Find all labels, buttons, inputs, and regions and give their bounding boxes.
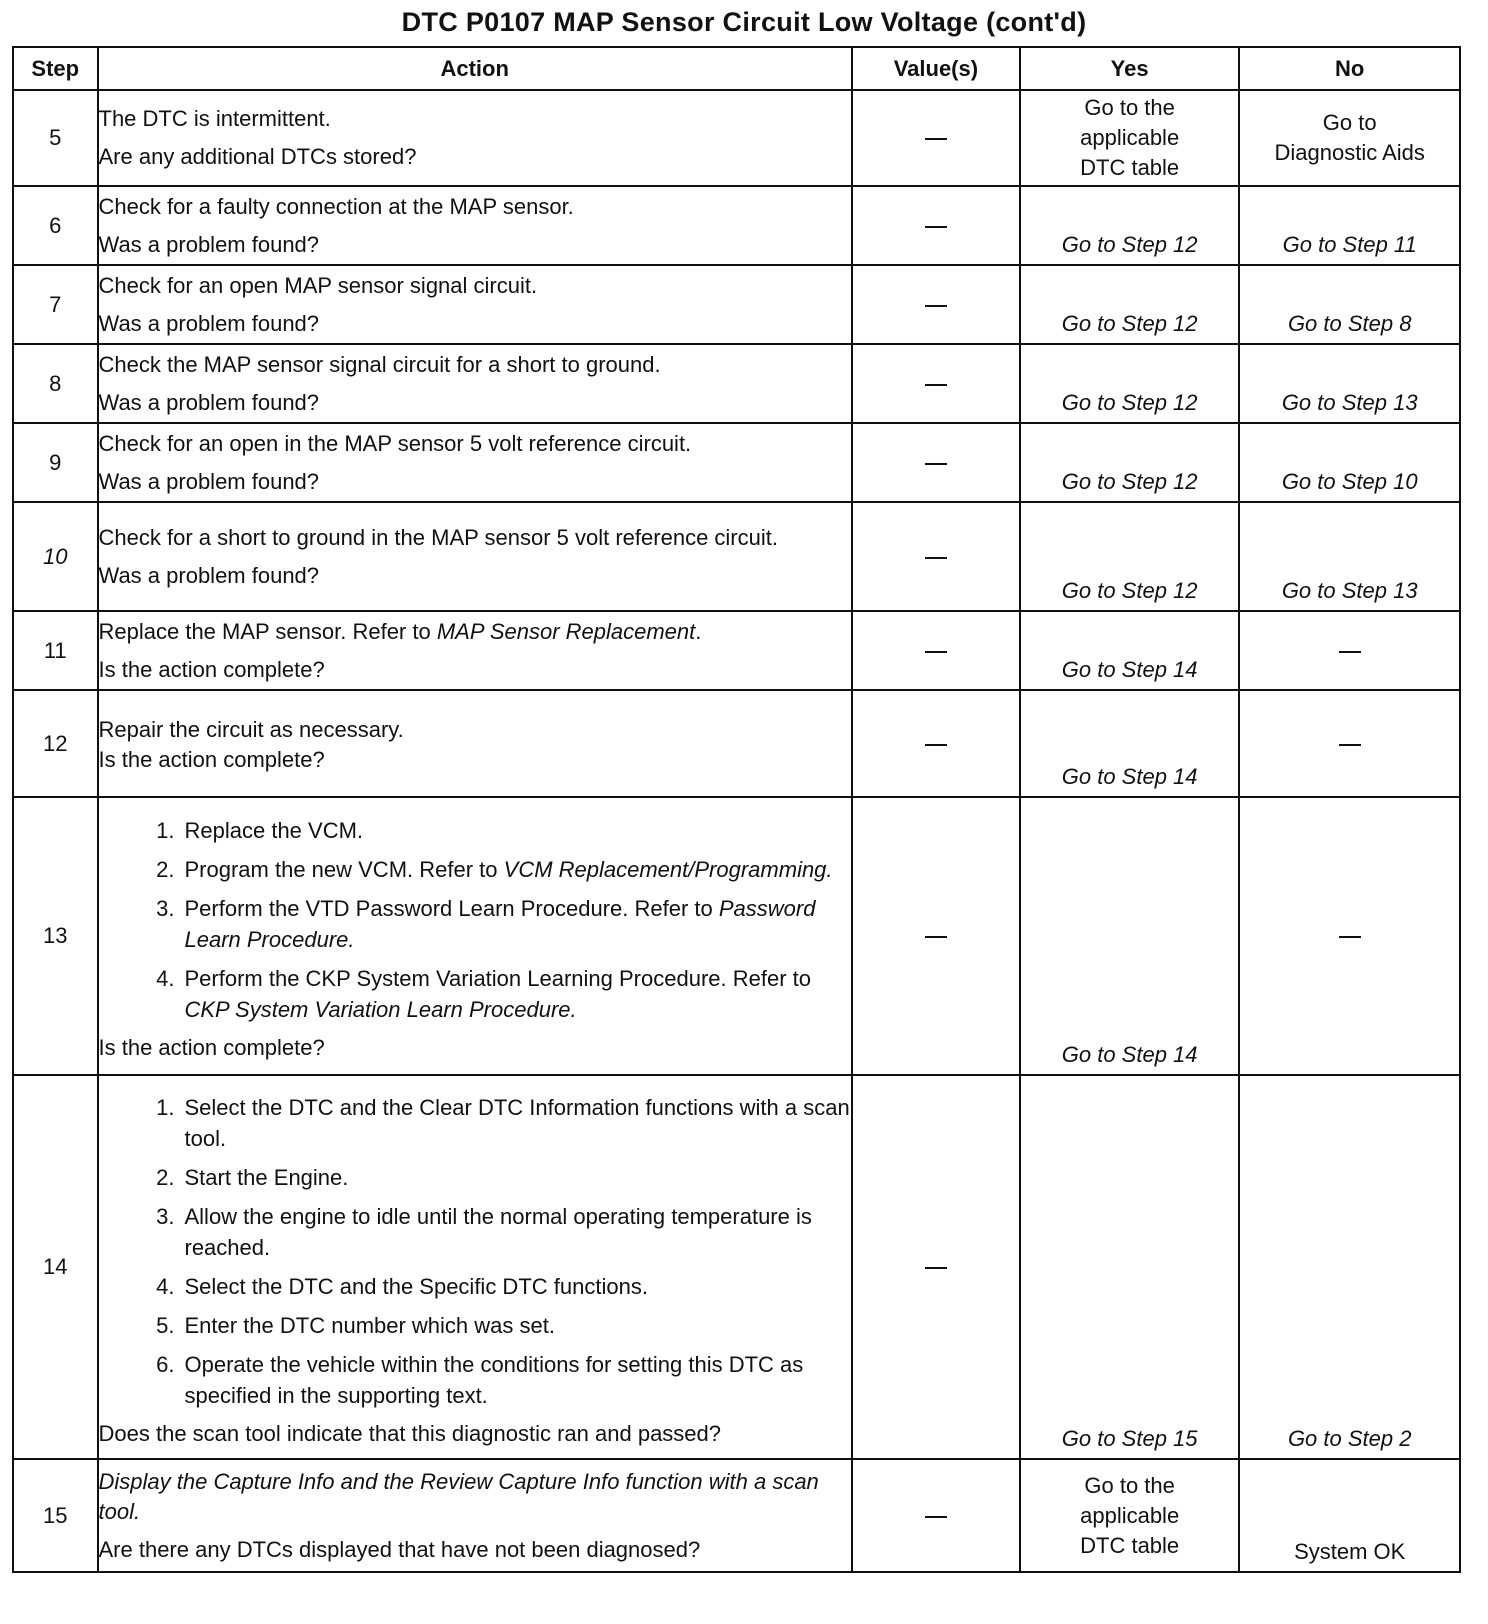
list-number: 3. [156,896,175,921]
procedure-list [99,815,851,1025]
table-row [13,611,1460,690]
list-item [99,1271,851,1302]
no-cell: Go to Step 10 [1239,423,1460,502]
action-cell [98,186,852,265]
list-item [99,1162,851,1193]
header-values: Value(s) [852,47,1020,90]
action-cell [98,1075,852,1459]
action-cell [98,502,852,611]
dash-mark [925,651,947,653]
yes-line: applicable [1080,125,1180,150]
list-text: Start the Engine. [184,1164,349,1190]
no-cell [1239,690,1460,797]
step-number: 11 [13,611,98,690]
yes-cell: Go to Step 12 [1020,186,1240,265]
values-cell [852,1459,1020,1572]
list-item [99,854,851,885]
action-question: Are there any DTCs displayed that have not been diagnosed? [98,1536,701,1562]
values-cell [852,502,1020,611]
no-cell: Go to Step 11 [1239,186,1460,265]
step-number: 9 [13,423,98,502]
no-cell [1239,611,1460,690]
action-text [99,613,851,651]
header-step: Step [13,47,98,90]
action-text: Check for a faulty connection at the MAP sensor. [98,193,574,219]
no-cell: Go to Step 2 [1239,1075,1460,1459]
yes-cell: Go to Step 12 [1020,344,1240,423]
action-text: The DTC is intermittent. [98,106,331,131]
step-number: 15 [13,1459,98,1572]
list-item [99,963,851,1025]
list-number: 3. [156,1203,175,1229]
yes-line: Go to the [1084,1472,1175,1498]
dash-mark [1339,744,1361,746]
action-cell [98,611,852,690]
yes-cell: Go to Step 14 [1020,690,1240,797]
dash-mark [925,463,947,465]
list-item [99,893,851,955]
dash-mark [1339,936,1361,938]
table-row [13,90,1460,186]
dash-mark [925,744,947,746]
table-row [13,186,1460,265]
no-cell: Go to Step 8 [1239,265,1460,344]
list-number: 1. [156,818,175,843]
yes-line: Go to the [1084,95,1175,120]
dash-mark [925,1267,947,1269]
dash-mark [925,138,947,140]
no-cell: Go to Step 13 [1239,344,1460,423]
action-text-lead: Replace the MAP sensor. Refer to [98,618,431,644]
step-number: 6 [13,186,98,265]
table-row [13,690,1460,797]
dash-mark [925,226,947,228]
table-row [13,265,1460,344]
values-cell [852,690,1020,797]
no-cell [1239,90,1460,186]
no-cell: System OK [1239,1459,1460,1572]
step-number: 7 [13,265,98,344]
action-question: Is the action complete? [98,1035,325,1060]
yes-line: DTC table [1080,155,1180,180]
procedure-list [99,1092,851,1411]
step-number: 8 [13,344,98,423]
table-row [13,1459,1460,1572]
action-question: Does the scan tool indicate that this diagnostic ran and passed? [98,1420,722,1446]
step-number: 12 [13,690,98,797]
yes-cell: Go to Step 15 [1020,1075,1240,1459]
yes-cell: Go to Step 12 [1020,502,1240,611]
values-cell [852,423,1020,502]
page-title: DTC P0107 MAP Sensor Circuit Low Voltage (cont'd) [401,7,1087,37]
values-cell [852,186,1020,265]
dash-mark [925,1516,947,1518]
list-number: 6. [156,1351,175,1377]
values-cell [852,797,1020,1075]
list-text: Enter the DTC number which was set. [184,1312,555,1338]
list-item [99,815,851,846]
values-cell [852,344,1020,423]
list-item [99,1310,851,1341]
list-text: Operate the vehicle within the conditions for setting this DTC as specified in the supporting text. [184,1351,804,1408]
action-cell [98,90,852,186]
list-number: 4. [156,966,175,991]
header-action: Action [98,47,852,90]
table-row [13,797,1460,1075]
list-item [99,1201,851,1263]
yes-cell [1020,90,1240,186]
list-number: 2. [156,857,175,882]
table-row [13,502,1460,611]
action-text-end: . [695,618,702,644]
header-yes: Yes [1020,47,1240,90]
no-cell: Go to Step 13 [1239,502,1460,611]
action-cell [98,797,852,1075]
action-question: Is the action complete? [98,746,325,772]
yes-cell: Go to Step 12 [1020,265,1240,344]
action-text: Display the Capture Info and the Review Capture Info function with a scan tool. [98,1468,819,1524]
list-text: Program the new VCM. Refer to [184,857,498,882]
table-header-row [13,47,1460,90]
action-cell [98,690,852,797]
list-text: Allow the engine to idle until the normal operating temperature is reached. [184,1203,812,1260]
action-text: Repair the circuit as necessary. [98,716,404,742]
reference-link[interactable]: MAP Sensor Replacement [436,618,696,644]
action-text: Check for a short to ground in the MAP sensor 5 volt reference circuit. [98,524,778,550]
action-question: Are any additional DTCs stored? [98,144,417,169]
dash-mark [1339,651,1361,653]
dash-mark [925,936,947,938]
action-question: Was a problem found? [98,468,320,494]
values-cell [852,90,1020,186]
yes-cell: Go to Step 14 [1020,797,1240,1075]
list-text: Select the DTC and the Clear DTC Information functions with a scan tool. [184,1094,850,1151]
no-cell [1239,797,1460,1075]
action-question: Was a problem found? [98,231,320,257]
table-row [13,423,1460,502]
action-cell [98,265,852,344]
list-number: 2. [156,1164,175,1190]
list-item [99,1092,851,1154]
list-text: Perform the CKP System Variation Learning Procedure. Refer to [184,966,811,991]
dash-mark [925,384,947,386]
reference-link[interactable]: CKP System Variation Learn Procedure. [184,997,577,1022]
step-number: 5 [13,90,98,186]
table-row [13,344,1460,423]
no-line: Diagnostic Aids [1274,140,1425,165]
list-item [99,1349,851,1411]
step-number: 13 [13,797,98,1075]
action-cell [98,1459,852,1572]
list-number: 1. [156,1094,175,1120]
yes-line: DTC table [1080,1532,1180,1558]
step-number: 10 [13,502,98,611]
list-text: Perform the VTD Password Learn Procedure. Refer to [184,896,713,921]
step-number: 14 [13,1075,98,1459]
header-no: No [1239,47,1460,90]
action-question: Was a problem found? [98,389,320,415]
reference-link[interactable]: VCM Replacement/Programming. [503,857,833,882]
dash-mark [925,305,947,307]
list-text: Select the DTC and the Specific DTC functions. [184,1273,648,1299]
diagnostic-table [12,46,1461,1573]
action-question: Was a problem found? [98,310,320,336]
action-text: Check for an open MAP sensor signal circuit. [98,272,538,298]
yes-line: applicable [1080,1502,1180,1528]
list-text: Replace the VCM. [184,818,364,843]
values-cell [852,265,1020,344]
dash-mark [925,557,947,559]
action-cell [98,344,852,423]
no-line: Go to [1322,110,1377,135]
list-number: 5. [156,1312,175,1338]
yes-cell [1020,1459,1240,1572]
action-cell [98,423,852,502]
values-cell [852,611,1020,690]
values-cell [852,1075,1020,1459]
table-row [13,1075,1460,1459]
action-question: Was a problem found? [98,562,320,588]
action-text: Check the MAP sensor signal circuit for a short to ground. [98,351,661,377]
action-question: Is the action complete? [98,656,325,682]
yes-cell: Go to Step 14 [1020,611,1240,690]
reference-link[interactable]: Password Learn Procedure. [184,896,816,952]
list-number: 4. [156,1273,175,1299]
yes-cell: Go to Step 12 [1020,423,1240,502]
action-text: Check for an open in the MAP sensor 5 volt reference circuit. [98,430,692,456]
